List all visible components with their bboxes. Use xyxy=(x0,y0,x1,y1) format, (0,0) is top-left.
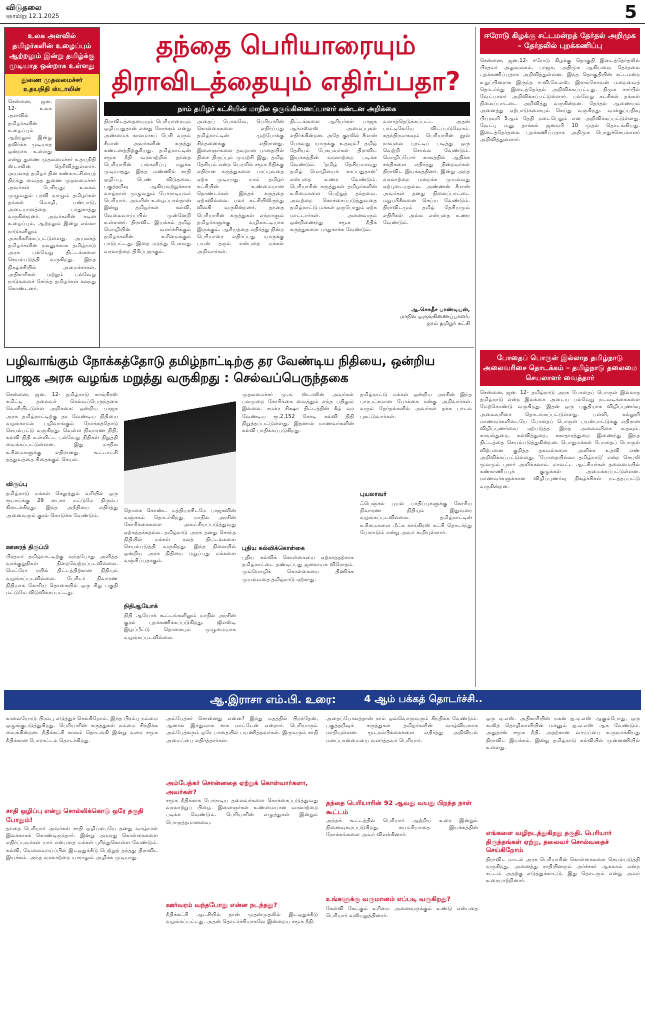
banner-title: ஆ.இராசா எம்.பி. உரை: xyxy=(210,693,337,706)
main-subhead: நாம் தமிழர் கட்சியின் மாநில ஒருங்கிணைப்பாளர் கண்டன அறிக்கை xyxy=(104,102,470,116)
bottom-col-1 xyxy=(6,716,158,1020)
right-story-2-body: சென்னை, ஜன. 12- தமிழ்நாடு அரசு போதைப் பொருள் இல்லாத தமிழ்நாடு என்ற இலக்கை அடைய பல்வேறு நடவடிக்கைகளை மேற்கொண்டு வருகிறது. இதன் ஒரு பகுதியாக விழிப்புணர்வு அலைவரிசை தொடங்கப்பட்டுள்ளது. பள்ளி, கல்லூரி மாணவர்களிடையே போதைப் பொருள் பயன்பாட்டுக்கு எதிரான விழிப்புணர்வை ஏற்படுத்த இந்த அலைவரிசை உதவும். காவல்துறை, கல்வித்துறை, சுகாதாரத்துறை இணைந்து இந்த திட்டத்தை செயல்படுத்துகின்றன. பொதுமக்கள் போதைப் பொருள் விற்பனை குறித்த தகவல்களை அளிக்க உதவி எண் அறிவிக்கப்பட்டுள்ளது. 'போதையில்லா தமிழ்நாடு' என்ற செயலி மூலமும் புகார் அளிக்கலாம். மாவட்ட ஆட்சியர்கள் தலைமையில் கண்காணிப்புக் குழுக்கள் அமைக்கப்பட்டுள்ளன. மாணவர்களுக்கான விழிப்புணர்வு நிகழ்ச்சிகள் நடத்தப்பட்டு வருகின்றன. xyxy=(480,390,640,490)
main-col-3: திட்டங்களை ஆரியர்கள் பாஜக ஆர்எஸ்எஸ் அமைப்புகள் எதிர்க்கின்றன. அதே குரலில் சீமான் பேசுவது யாருக்கு உதவும்? தமிழ் தேசியம் பேசுபவர்கள் திராவிட இயக்கத்தின் வரலாற்றை படிக்க வேண்டும். 'தமிழ் தேசியமாவது தமிழ் மொழியைக் காப்பதுதான்' என்பதை உணர வேண்டும். பெரியாரின் கருத்துகள் தமிழர்களின் உரிமைகளை பெற்றுத் தந்தவை. அவற்றை கொச்சைப்படுத்துவதை தமிழ்நாட்டு மக்கள் ஒருபோதும் ஏற்க மாட்டார்கள். அனைவரும் ஒன்றிணைந்து சமூக நீதிக் கருத்துகளை பாதுகாக்க வேண்டும். xyxy=(290,119,377,234)
left-box-byline-name: உதயநிதி ஸ்டாலின் xyxy=(23,85,81,93)
signature-role: மாநில ஒருங்கிணைப்பாளர், xyxy=(399,314,470,320)
bottom-col-4-text: ஒரு ஏ.எஸ். அதிகாரியின் மகன் ஐ.ஏ.எஸ் ஆகும்போது, ஒரு கூலித் தொழிலாளியின் மகனும் ஐ.ஏ.எஸ் ஆக வேண்டும். அதுதான் சமூக நீதி. அதற்கான வாய்ப்பை உருவாக்கியது திராவிட இயக்கம். இன்று தமிழ்நாடு கல்வியில் முன்னணியில் உள்ளது. xyxy=(486,716,640,751)
continuation-banner xyxy=(4,690,641,710)
bottom-sub-3: ஊர்வரம் வந்தபோது என்ன நடந்தது? xyxy=(166,901,278,909)
second-story-headline: பழிவாங்கும் நோக்கத்தோடு தமிழ்நாட்டிற்கு தர வேண்டிய நிதியை, ஒன்றிய பாஜக அரசு வழங்க மறுத்து வருகிறது : செல்வப்பெருந்தகை xyxy=(6,353,435,385)
signature-name: ஆ.செகதீச பாண்டியன், xyxy=(411,307,470,313)
bottom-col-1b-text: தந்தை பெரியார் அவர்கள் சாதி ஒழிப்பையே தனது வாழ்நாள் இலக்காகக் கொண்டிருந்தார். இன்று அவரது கொள்கைகளை எதிர்ப்பவர்கள் யார் என்பதை மக்கள் புரிந்துகொள்ள வேண்டும். கல்வி, வேலைவாய்ப்பில் இடஒதுக்கீடு பெற்றுத் தந்தது திராவிட இயக்கம். அந்த வரலாற்றை யாராலும் அழிக்க முடியாது. xyxy=(6,826,158,861)
bottom-col-2 xyxy=(166,716,318,1020)
bottom-sub-2: அம்பேத்கர் சொன்னதை ஏற்றுக் கொள்வார்களா, அவர்கள்? xyxy=(166,779,308,796)
right-story-1-headline: ஈரோடு கிழக்கு சட்டமன்றத் தேர்தல் அறிமுக – தேர்தலில் புறக்கணிப்பு xyxy=(480,28,640,54)
paper-name: விடுதலை xyxy=(6,3,42,12)
main-signature xyxy=(383,307,470,328)
right-column-rule xyxy=(475,27,476,687)
bottom-col-4 xyxy=(486,716,640,1020)
left-box-headline: உலக அளவில் தமிழர்களின் உழைப்பும் ஆற்றலும் இன்று தமிழ்க்கு முடியாத ஒன்றாக உள்ளது xyxy=(5,28,99,74)
main-body xyxy=(104,119,470,345)
second-col-1b-text: தமிழ்நாடு மக்கள் செலுத்தும் வரியில் ஒரு ரூபாய்க்கு 29 பைசா மட்டுமே திரும்ப கிடைக்கிறது. இந்த அநீதியை எதிர்த்து அனைவரும் குரல் கொடுக்க வேண்டும். xyxy=(6,491,118,519)
main-col-2: அதைப் போலவே, பெரியாரின் கொள்கைகளை எதிர்ப்பது தமிழ்நாட்டின் முற்போக்கு சிந்தனைக்கு எதிரானது. இளைஞர்களை தவறான பாதையில் திசை திருப்பும் முயற்சி இது. தமிழ் தேசியம் என்ற பெயரில் சமூக நீதிக்கு எதிரான கருத்துகளை பரப்புவதை ஏற்க முடியாது. நாம் தமிழர் கட்சியின் உண்மையான தொண்டர்கள் இந்தக் கருத்தை ஏற்கவில்லை. பலர் கட்சியிலிருந்து விலகி வருகின்றனர். தந்தை பெரியாரின் கருத்துகள் எந்நாளும் தமிழர்களுக்கு வழிகாட்டியாக இருக்கும். ஆரியத்தை எதிர்த்து நின்ற பெரியாரை எதிர்ப்பது யாருக்கு பயன் தரும் என்பதை மக்கள் அறிவார்கள். xyxy=(197,119,284,255)
bottom-col-1-text: காலையோடு பிரம்பு எடுத்துச் செல்கிறோம். இந்த பிரம்பு நம்மை ஒழுங்குபடுத்துகிறது. பெரியாரின் கருத்துகள் நம்மை சிந்திக்க வைக்கின்றன. நீதிக்கட்சி காலம் தொடங்கி இன்று வரை சமூக நீதிக்கான போராட்டம் தொடர்கிறது. xyxy=(6,716,158,744)
bottom-sub-5: உங்களுக்கு வருமானம் எப்படி வருகிறது? xyxy=(326,895,451,903)
second-col-2 xyxy=(124,508,236,687)
right-story-2-headline: போதைப் பொருள் இல்லாத தமிழ்நாடு அலைவரிசை தொடக்கம் – தமிழ்நாடு தலைமை செயலாளர் வைத்தார் xyxy=(480,350,640,386)
second-col-1-text: சென்னை, ஜன. 12- தமிழ்நாடு காங்கிரஸ் கமிட்டி தலைவர் செல்வப்பெருந்தகை வெளியிட்டுள்ள அறிக்கை: ஒன்றிய பாஜக அரசு தமிழ்நாட்டிற்கு தர வேண்டிய நிதியை வழங்காமல் பழிவாங்கும் நோக்கத்தோடு செயல்பட்டு வருகிறது. வெள்ள நிவாரண நிதி, கல்வி நிதி உள்ளிட்ட பல்வேறு நிதிகள் நிறுத்தி வைக்கப்பட்டுள்ளன. இது மாநில உரிமைகளுக்கு எதிரானது. கூட்டாட்சி தத்துவத்தை சிதைக்கும் செயல். xyxy=(6,392,118,463)
main-col-4: வளர்த்தெடுக்கப்பட்ட அதன் பாட்டிலேயே விடப்படுவோம். சுதந்திரமாகவும் பெரியாரின் நூல் நாவலை புரட்டிப் படித்து ஒரு வெற்றி சொல்ல வேண்டும். மொழிப்போர் காலத்தில் ஆதிக்க சக்திகளை எதிர்த்து நின்றவர்கள் திராவிட இயக்கத்தினர். இன்று அந்த வரலாற்றை மறைக்க முயல்வது ஏற்புடையதல்ல. அண்ணன் சீமான் அவர்கள் தனது நிலைப்பாட்டை மறுபரிசீலனை செய்ய வேண்டும். திராவிடமும் தமிழ் தேசியமும் எதிரிகள் அல்ல என்பதை உணர வேண்டும். xyxy=(383,119,470,226)
signature-party: நாம் தமிழர் கட்சி xyxy=(427,321,470,327)
second-col-4 xyxy=(360,392,472,687)
main-col-1: திராவிடத்தையையும் பெரியாரையும் ஒழிப்பதுதான் எனது நோக்கம் என்று அண்மைக் காலமாகப் பேசி வரும் சீமான் அவர்களின் கருத்து கண்டனத்திற்குரியது. தமிழ்நாட்டின் சமூக நீதி வரலாற்றில் தந்தை பெரியாரின் பங்களிப்பு மறுக்க முடியாதது. இந்த மண்ணில் சாதி ஒழிப்பு, பெண் விடுதலை, பகுத்தறிவு ஆகியவற்றுக்காக வாழ்நாள் முழுவதும் போராடியவர் பெரியார். அவரின் உழைப்பால்தான் இன்று தமிழர்கள் கல்வி, வேலைவாய்ப்பில் முன்னேறி உள்ளனர். திராவிட இயக்கம் தமிழ் மொழியின் வளர்ச்சிக்கும் தமிழர்களின் உரிமைக்கும் பாடுபட்டது. இதை மறந்து பேசுவது வரலாற்றை திரிப்பதாகும். xyxy=(104,119,191,255)
second-col-3 xyxy=(242,392,354,687)
second-sub-4: புதிய கல்விக்கொள்கை xyxy=(242,545,305,552)
bottom-col-2-text: அம்பேத்கர் சொன்னது என்ன? இந்து மதத்தில் பிறந்தேன், ஆனால் இந்துவாக சாக மாட்டேன் என்றார். பெரியாரும் அம்பேத்கரும் ஒரே பாதையில் பயணித்தவர்கள். இருவரும் சாதி அமைப்பை எதிர்த்தார்கள். xyxy=(166,716,318,744)
second-sub-3: நிதிஆயோக் xyxy=(124,603,158,610)
bottom-col-3c-text: கேள்வி கேட்கும் உரிமை அனைவருக்கும் உண்டு என்பதை பெரியார் வலியுறுத்தினார். xyxy=(326,905,478,919)
second-col-4-text: தமிழ்நாட்டு மக்கள் ஒன்றிய அரசின் இந்த பாரபட்சமான போக்கை நன்கு அறிவார்கள். வரும் தேர்தல்களில் அவர்கள் தக்க பாடம் புகட்டுவார்கள். xyxy=(360,392,472,420)
udhayanidhi-photo xyxy=(55,99,97,151)
left-box-body: சென்னை, ஜன. 12- உலக அளவில் தமிழர்களின் உழைப்பும் ஆற்றலும் இன்று தவிர்க்க முடியாத ஒன்றாக உள்ளது என்று துணை முதலமைச்சர் உதயநிதி ஸ்டாலின் தெரிவித்துள்ளார். அயலகத் தமிழர் தின கண்காட்சியைத் திறந்து வைத்த துணை முதலமைச்சர் அவர்கள் பேசியது: உலகம் முழுவதும் பரவி வாழும் தமிழர்கள் தங்கள் மொழி, பண்பாடு, அடையாளத்தை பாதுகாத்து வருகின்றனர். அவர்களின் கடின உழைப்பும், ஆற்றலும் இன்று எல்லா நாடுகளிலும் அங்கீகரிக்கப்பட்டுள்ளது. அயலகத் தமிழர்களின் நலனுக்காக தமிழ்நாடு அரசு பல்வேறு திட்டங்களை செயல்படுத்தி வருகிறது. இந்த நிகழ்ச்சியில் அமைச்சர்கள், அதிகாரிகள் மற்றும் பல்வேறு நாடுகளைச் சேர்ந்த தமிழர்கள் கலந்து கொண்டனர். xyxy=(8,99,96,293)
right-story-1-body: சென்னை, ஜன.12- ஈரோடு கிழக்கு தொகுதி இடைத்தேர்தலில் பிரதமர் அலுவலகம், பாஜக, அதிமுக ஆகியவை தேர்தலை புறக்கணிப்பதாக அறிவித்துள்ளன. இந்த தொகுதியின் சட்டமன்ற உறுப்பினராக இருந்த ஈ.வி.கே.எஸ். இளங்கோவன் மறைவைத் தொடர்ந்து இடைத்தேர்தல் அறிவிக்கப்பட்டது. திமுக சார்பில் வேட்பாளர் அறிவிக்கப்பட்டுள்ளார். பல்வேறு கட்சிகள் தங்கள் நிலைப்பாட்டை அறிவித்து வருகின்றன. தேர்தல் ஆணையம் அனைத்து ஏற்பாடுகளையும் செய்து வருகிறது. வாக்குப்பதிவு பிப்ரவரி 5ஆம் தேதி நடைபெறும் என அறிவிக்கப்பட்டுள்ளது. வேட்பு மனு தாக்கல் ஜனவரி 10 முதல் தொடங்கியது. இடைத்தேர்தலை புறக்கணிப்பதாக அதிமுக பொதுச்செயலாளர் அறிவித்துள்ளார். xyxy=(480,58,640,144)
second-col-1c-text: பிரதமர் தமிழ்நாட்டிற்கு வந்தபோது அளித்த வாக்குறுதிகள் நிறைவேற்றப்படவில்லை. மெட்ரோ ரயில் திட்டத்திற்கான நிதியும் வழங்கப்படவில்லை. பேரிடர் நிவாரண நிதியாக கோரிய தொகையில் ஒரு சிறு பகுதி மட்டுமே விடுவிக்கப்பட்டது. xyxy=(6,554,118,597)
second-sub-2: ஊரைத் திருப்பி xyxy=(6,544,49,551)
selvaperunthagai-photo xyxy=(124,392,236,504)
page-number: 5 xyxy=(624,2,637,23)
issue-date: ஞாயிறு 12.1.2025 xyxy=(6,13,60,20)
second-sub-1: விருப்பு xyxy=(6,481,28,488)
second-sub-5: புயலாவர் xyxy=(360,491,387,498)
left-box xyxy=(4,27,100,348)
bottom-sub-6: எங்களை வழிநடத்துகிறது தகுதி. பெரியார் திருத்தங்கள் ஏற்று, தலைவர் சொல்வதைச் செய்கிறோம் xyxy=(486,829,612,854)
second-story-body xyxy=(6,392,472,687)
second-col-3-text: முதலமைச்சர் மு.க. ஸ்டாலின் அவர்கள் பலமுறை கோரிக்கை வைத்தும் எந்த பதிலும் இல்லை. சமக்ர சிக்ஷா திட்டத்தின் கீழ் வர வேண்டிய ரூ.2,152 கோடி கல்வி நிதி நிறுத்தப்பட்டுள்ளது. இதனால் மாணவர்களின் கல்வி பாதிக்கப்படுகிறது. xyxy=(242,392,354,435)
bottom-col-2c-text: நீதிக்கட்சி ஆட்சியில் தான் முதன்முதலில் இடஒதுக்கீடு வழங்கப்பட்டது. அதன் தொடர்ச்சியாகவே இன்றைய சமூக நீதி. xyxy=(166,911,318,925)
main-col-4-wrap xyxy=(383,119,470,345)
banner-continuation: 4 ஆம் பக்கத் தொடர்ச்சி.. xyxy=(364,694,483,705)
second-col-1 xyxy=(6,392,118,687)
bottom-col-3-text: அதைப்போலத்தான் நாம் ஒவ்வொருவரும் சிந்திக்க வேண்டும். பகுத்தறிவுக் கருத்துகள் தமிழர்களின் வாழ்வியலாக மாறியுள்ளன. மூடநம்பிக்கைகளை எதிர்த்து அறிவியல் மனப்பான்மையை வளர்த்தவர் பெரியார். xyxy=(326,716,478,744)
second-col-4b-text: ஃபெஞ்சல் புயல் பாதிப்புகளுக்கு கோரிய நிவாரண நிதியும் இதுவரை வழங்கப்படவில்லை. தமிழ்நாட்டின் உரிமைகளை மீட்க காங்கிரஸ் கட்சி தொடர்ந்து போராடும் என்று அவர் கூறியுள்ளார். xyxy=(360,501,472,536)
bottom-col-3b-text: அந்தக் கூட்டத்தில் பெரியார் ஆற்றிய உரை இன்றும் நினைவுகூரப்படுகிறது. சுயமரியாதை இயக்கத்தின் நோக்கங்களை அவர் விளக்கினார். xyxy=(326,818,478,839)
bottom-sub-1: சாதி ஒழிப்பு என்று சொல்லிக்கொடு ஒரே தகுதி போதும்! xyxy=(6,807,144,824)
second-col-2b-text: நிதி ஆயோக் கூட்டங்களிலும் மாநில அரசின் குரல் புறக்கணிக்கப்படுகிறது. ஜிஎஸ்டி இழப்பீட்டு தொகையும் முழுமையாக வழங்கப்படவில்லை. xyxy=(124,613,236,641)
left-box-byline-role: துணை முதலமைச்சர் xyxy=(21,76,83,84)
main-headline-2: திராவிடத்தையும் எதிர்ப்பதா? xyxy=(111,67,461,97)
right-story-2 xyxy=(480,350,640,686)
second-col-3b-text: புதிய கல்விக் கொள்கையை ஏற்காததற்காக தமிழ்நாட்டை தண்டிப்பது ஜனநாயக விரோதம். மும்மொழிக் கொள்கையை திணிக்க முயல்வதை தமிழ்நாடு ஏற்காது. xyxy=(242,555,354,583)
bottom-sub-4: தந்தை பெரியாரின் 92 ஆவது வயது பிறந்த நாள் கூட்டம் xyxy=(326,799,472,816)
left-box-byline xyxy=(5,74,99,96)
right-story-1 xyxy=(480,28,640,346)
bottom-col-4b-text: திராவிட மாடல் அரசு பெரியாரின் கொள்கைகளை செயல்படுத்தி வருகிறது. அனைத்து சாதியினரும் அர்ச்சகர் ஆகலாம் என்ற சட்டம் அதற்கு எடுத்துக்காட்டு. இது தொடரும் என்று அவர் உரையாற்றினார். xyxy=(486,856,640,885)
main-bottom-rule xyxy=(100,347,474,348)
bottom-story xyxy=(6,716,640,1020)
bottom-col-2b-text: சமூக நீதிக்காக போராடிய தலைவர்களை கொச்சைப்படுத்துவது வரலாற்றுப் பிழை. இளைஞர்கள் உண்மையான வரலாற்றை படிக்க வேண்டும். பெரியாரின் எழுத்துகள் இன்றும் பொருத்தமானவை. xyxy=(166,798,318,826)
second-col-2-text: தொகை கொண்ட மத்தியரசிடமே பாஜகவின் வஞ்சகம் தொடர்கிறது. மாநில அரசின் கோரிக்கைகளை அலட்சியப்படுத்துவது ஏற்கத்தக்கதல்ல. தமிழ்நாடு அரசு தனது சொந்த நிதியில் மக்கள் நலத் திட்டங்களை செயல்படுத்தி வருகிறது. இந்த நிலையில் ஒன்றிய அரசு நிதியை மறுப்பது மக்களை வஞ்சிப்பதாகும். xyxy=(124,508,236,565)
main-headline-1: தந்தை பெரியாரையும் xyxy=(156,31,416,61)
header-rule xyxy=(0,23,645,24)
bottom-col-3 xyxy=(326,716,478,1020)
